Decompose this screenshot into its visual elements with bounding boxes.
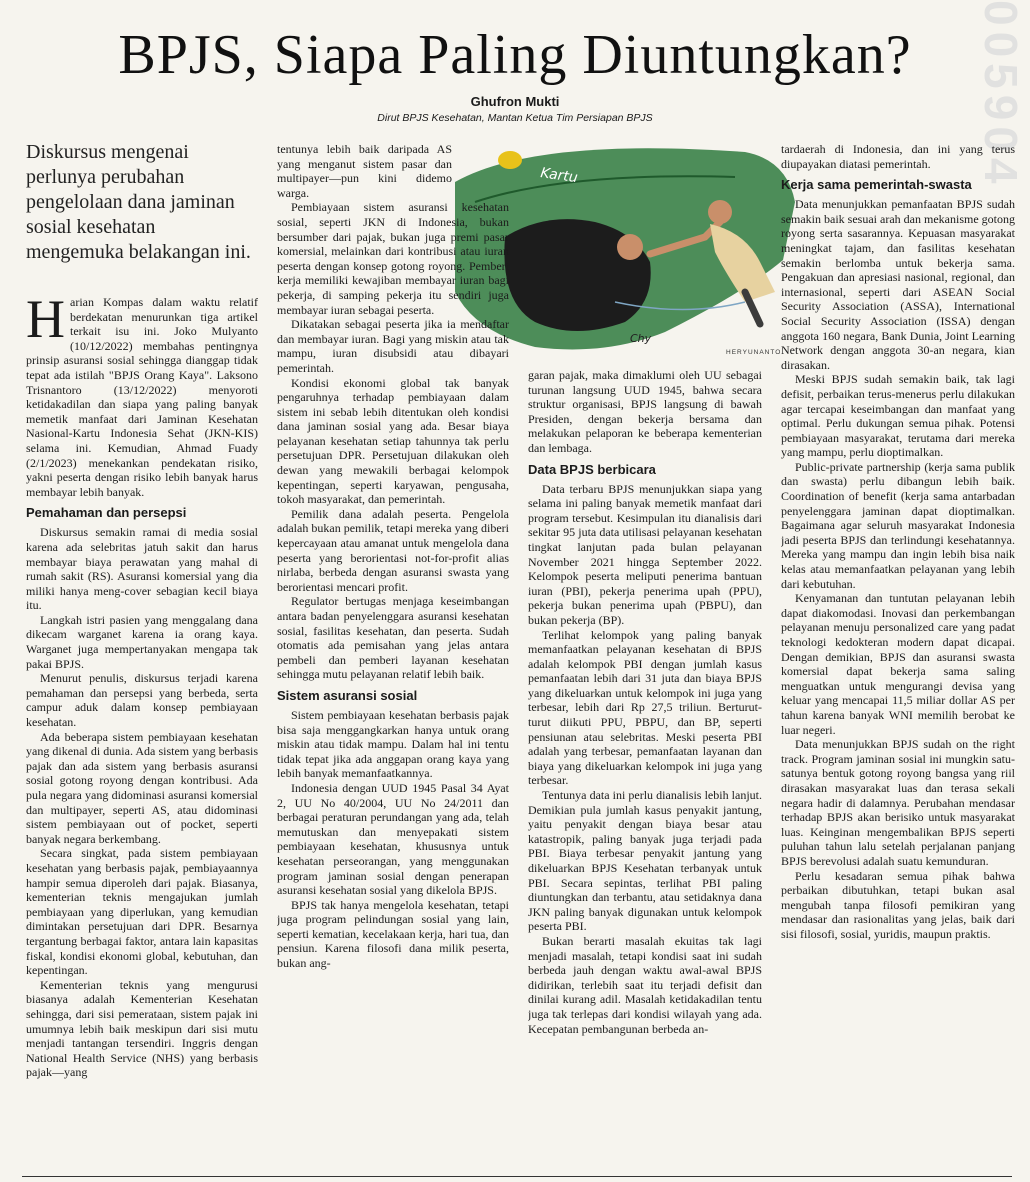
- paragraph: Terlihat kelompok yang paling banyak memanfaatkan pelayanan kesehatan di BPJS adalah kelompok PBI dengan jumlah kasus pemanfaatan lebih dari 31 juta dan biaya BPJS yang dikeluarkan untuk kelompok ini juga yang terbesar, lebih dari Rp 27,5 triliun. Berturut-turut diikuti PPU, PBPU, dan BP, seperti pensiunan atau selebritas. Meski peserta PBI adalah yang terbesar, pemanfaatan layanan dan biaya yang dikeluarkan kelompok ini juga yang terbesar.: [528, 627, 762, 788]
- paragraph: Dikatakan sebagai peserta jika ia mendaftar dan membayar iuran. Bagi yang miskin atau tak mampu, iuran disubsidi atau dibayari pemerintah.: [277, 317, 509, 375]
- drop-cap: H: [26, 295, 65, 349]
- paragraph: Bukan berarti masalah ekuitas tak lagi menjadi masalah, tetapi kondisi saat ini sudah berbeda jauh dengan waktu awal-awal BPJS didirikan, terlebih saat itu terjadi defisit dan dinilai kurang adil. Masalah ketidakadilan tentu juga tak terlepas dari kondisi wilayah yang ada. Kecepatan pembangunan berbeda an-: [528, 933, 762, 1036]
- paragraph: Indonesia dengan UUD 1945 Pasal 34 Ayat 2, UU No 40/2004, UU No 24/2011 dan berbagai peraturan perundangan yang ada, telah memutuskan dan menyepakati sistem pembiayaan kesehatan, khususnya untuk kesehatan perseorangan, yang menggunakan program jaminan sosial dengan penerapan asuransi kesehatan sosial yang dikelola BPJS.: [277, 780, 509, 898]
- paragraph: Langkah istri pasien yang menggalang dana dikecam warganet karena ia orang kaya. Warganet juga mempertanyakan mengapa tak pakai BPJS.: [26, 612, 258, 671]
- paragraph: Sistem pembiayaan kesehatan berbasis pajak bisa saja menggangkarkan hanya untuk orang miskin atau tidak mampu. Dalam hal ini tentu tidak tepat jika ada anggapan orang kaya yang lebih banyak memanfaatkannya.: [277, 707, 509, 781]
- paragraph: Secara singkat, pada sistem pembiayaan kesehatan yang berbasis pajak, pembiayaannya hampir semua diperoleh dari pajak. Biasanya, kementerian teknis mengajukan jumlah pembiayaan yang diperlukan, yang kemudian dimintakan persetujuan dari DPR. Besarnya tergantung berbagai faktor, antara lain kapasitas fiskal, kondisi ekonomi global, kebutuhan, dan kepentingan.: [26, 846, 258, 978]
- author-name: Ghufron Mukti: [470, 94, 560, 109]
- paragraph: Menurut penulis, diskursus terjadi karena pemahaman dan persepsi yang berbeda, serta campur aduk dalam konsep pembiayaan kesehatan.: [26, 671, 258, 730]
- paragraph: tardaerah di Indonesia, dan ini yang terus diupayakan diatasi pemerintah.: [781, 142, 1015, 171]
- article-title: BPJS, Siapa Paling Diuntungkan?: [118, 24, 912, 86]
- author-role: Dirut BPJS Kesehatan, Mantan Ketua Tim Persiapan BPJS: [377, 112, 653, 124]
- paragraph: Data menunjukkan BPJS sudah on the right track. Program jaminan sosial ini mungkin satu-satunya bentuk gotong royong bangsa yang riil dirasakan masyarakat luas dan terasa sekali negara hadir di dalamnya. Perubahan mendasar terhadap BPJS akan berisiko untuk masyarakat luas. Keinginan mengembalikan BPJS seperti puluhan tahun lalu setelah perjalanan panjang BPJS berevolusi adalah suatu kemunduran.: [781, 737, 1015, 868]
- paragraph: Ada beberapa sistem pembiayaan kesehatan yang dikenal di dunia. Ada sistem yang berbasis pajak dan ada sistem yang berbasis asuransi sosial gotong royong dengan kontribusi. Ada pula negara yang didominasi asuransi komersial dan multipayer, seperti AS, atau didominasi sistem pembiayaan out of pocket, seperti banyak negara berkembang.: [26, 729, 258, 846]
- paragraph: Public-private partnership (kerja sama publik dan swasta) perlu dibangun lebih baik. Coordination of benefit (kerja sama antarbadan penyelenggara jaminan dapat dioptimalkan. Bagaimana agar seluruh masyarakat Indonesia jadi peserta BPJS dan terlindungi kesehatannya. Mereka yang mampu dan ingin lebih bisa naik kelas atau memanfaatkan pelayanan yang lebih dari kebutuhan.: [781, 459, 1015, 591]
- section-heading: Sistem asuransi sosial: [277, 687, 418, 703]
- section-heading: Data BPJS berbicara: [528, 461, 656, 477]
- paragraph: garan pajak, maka dimaklumi oleh UU sebagai turunan langsung UUD 1945, bahwa secara struktur organisasi, BPJS langsung di bawah Presiden, dengan bekerja bersama dan melakukan pelaporan ke beberapa kementerian dan lembaga.: [528, 368, 762, 455]
- paragraph: Pembiayaan sistem asuransi kesehatan sosial, seperti JKN di Indonesia, bukan bersumber dari pajak, bukan juga premi pasar komersial, melainkan dari kontribusi atau iuran peserta dengan konsep gotong royong. Pemberi kerja memiliki kewajiban membayar iuran bagi pekerja, di samping pekerja itu sendiri juga membayar iuran sebagai peserta.: [277, 200, 509, 317]
- paragraph: Kementerian teknis yang mengurusi biasanya adalah Kementerian Kesehatan sehingga, dari sisi pemerataan, sistem pajak ini umumnya lebih baik meskipun dari sisi mutu menjadi tantangan tersendiri. Inggris dengan National Health Service (NHS) yang berbasis pajak—yang: [26, 977, 258, 1080]
- paragraph: Regulator bertugas menjaga keseimbangan antara badan penyelenggara asuransi kesehatan sosial, fasilitas kesehatan, dan peserta. Sudah otomatis ada pemisahan yang jelas antara pembeli dan pemberi layanan kesehatan sehingga mutu pelayanan relatif lebih baik.: [277, 594, 509, 682]
- column-1: [26, 295, 258, 1171]
- paragraph: BPJS tak hanya mengelola kesehatan, tetapi juga program pelindungan sosial yang lain, seperti kematian, kecelakaan kerja, hari tua, dan pensiun. Karena filosofi dana milik peserta, bukan ang-: [277, 897, 509, 971]
- column-4: [781, 142, 1015, 1171]
- bottom-rule: [22, 1176, 1012, 1177]
- watermark: 005904: [975, 0, 1027, 190]
- paragraph: Tentunya data ini perlu dianalisis lebih lanjut. Demikian pula jumlah kasus penyakit jantung, yaitu penyakit dengan biaya besar atau katastropik, paling banyak juga terjadi pada PBI. Biaya terbesar penyakit jantung yang dikeluarkan BPJS Kesehatan terbanyak untuk PBI. Secara sepintas, terlihat PBI paling diuntungkan dan terbantu, atau setidaknya dana JKN paling banyak digunakan untuk kelompok peserta PBI.: [528, 788, 762, 934]
- paragraph: Data menunjukkan pemanfaatan BPJS sudah semakin baik sesuai arah dan mekanisme gotong royong serta sasarannya. Kepuasan masyarakat meningkat tajam, dan fasilitas kesehatan semakin berlomba untuk bekerja sama. Pengakuan dan apresiasi nasional, regional, dan internasional, seperti dari ASEAN Social Security Association (ASSA), International Social Security Association (ISSA) dengan anggota 160 negara, Bank Dunia, Joint Learning Network dengan anggota 30-an negara, kian dirasakan.: [781, 197, 1015, 372]
- paragraph: Kondisi ekonomi global tak banyak pengaruhnya terhadap pembiayaan dalam sistem ini sebab lebih ditentukan oleh kondisi dana jaminan sosial yang ada. Besar biaya pelayanan kesehatan setiap tahunnya tak perlu persetujuan DPR. Persetujuan dilakukan oleh dewan yang mewakili berbagai kelompok kepentingan, seperti karyawan, pengusaha, tokoh masyarakat, dan pemerintah.: [277, 375, 509, 507]
- column-2: [277, 142, 509, 1171]
- paragraph: Pemilik dana adalah peserta. Pengelola adalah bukan pemilik, tetapi mereka yang diberi kepercayaan atau amanat untuk mengelola dana peserta yang berorientasi not-for-profit alias nirlaba, berbeda dengan asuransi swasta yang berorientasi mencari profit.: [277, 506, 509, 594]
- paragraph: Kenyamanan dan tuntutan pelayanan lebih dapat diakomodasi. Inovasi dan perkembangan pelayanan menuju personalized care yang padat teknologi kedokteran modern dapat dicapai. Dengan demikian, BPJS dan asuransi swasta komersial dapat bekerja sama saling menguatkan untuk mengurangi devisa yang keluar yang mencapai 11,5 miliar dollar AS per tahun karena banyak WNI memilih berobat ke luar negeri.: [781, 591, 1015, 737]
- paragraph: Harian Kompas dalam waktu relatif berdekatan menurunkan tiga artikel terkait isu ini. Joko Mulyanto (10/12/2022) membahas pentingnya prinsip asuransi sosial sehingga dianggap tidak tepat ada istilah "BPJS Orang Kaya". Laksono Trisnantoro (13/12/2022) menyoroti ketidakadilan dan siapa yang paling banyak memetik manfaat dari Jaminan Kesehatan Nasional-Kartu Indonesia Sehat (JKN-KIS) selama ini. Kemudian, Ahmad Fuady (2/1/2023) menekankan pendekatan risiko, yakni peserta dengan risiko lebih banyak harus membayar lebih banyak.: [26, 295, 258, 499]
- section-heading: Pemahaman dan persepsi: [26, 505, 187, 521]
- paragraph: Diskursus semakin ramai di media sosial karena ada selebritas jatuh sakit dan harus membayar biaya perawatan yang mahal di rumah sakit (RS). Asuransi komersial yang dia miliki hanya meng-cover sebagian kecil biaya itu.: [26, 525, 258, 613]
- paragraph: Meski BPJS sudah semakin baik, tak lagi defisit, perbaikan terus-menerus perlu dilakukan agar tercapai keseimbangan dan manfaat yang optimal. Perlu dukungan semua pihak. Potensi pembiayaan masyarakat, terutama dari mereka yang mampu, perlu dioptimalkan.: [781, 372, 1015, 460]
- illustration-card-label: Kartu: [539, 165, 579, 187]
- section-heading: Kerja sama pemerintah-swasta: [781, 177, 972, 193]
- illustration-credit: HERYUNANTO: [726, 349, 782, 356]
- paragraph: Data terbaru BPJS menunjukkan siapa yang selama ini paling banyak memetik manfaat dari program tersebut. Kesimpulan itu dianalisis dari sekitar 95 juta data utilisasi pelayanan kesehatan tingkat lanjutan pada bulan pelayanan November 2021 hingga September 2022. Kelompok peserta meliputi penerima bantuan iuran (PBI), pekerja penerima upah (PPU), pekerja bukan penerima upah (PBPU), dan bukan pekerja (BP).: [528, 481, 762, 627]
- lede: Diskursus mengenai perlunya perubahan pengelolaan dana jaminan sosial kesehatan mengemuka belakangan ini.: [26, 141, 251, 263]
- illustration-signature: Chy: [630, 332, 652, 345]
- paragraph: Perlu kesadaran semua pihak bahwa perbaikan dibutuhkan, tetapi bukan asal mengubah tanpa filosofi pemikiran yang mendasar dan rasionalitas yang jelas, baik dari sisi filosofi, sosial, yuridis, maupun praktis.: [781, 868, 1015, 941]
- column-3: [528, 368, 762, 1171]
- paragraph: tentunya lebih baik daripada AS yang menganut sistem pasar dan multipayer—pun kini didemo warga.: [277, 142, 452, 200]
